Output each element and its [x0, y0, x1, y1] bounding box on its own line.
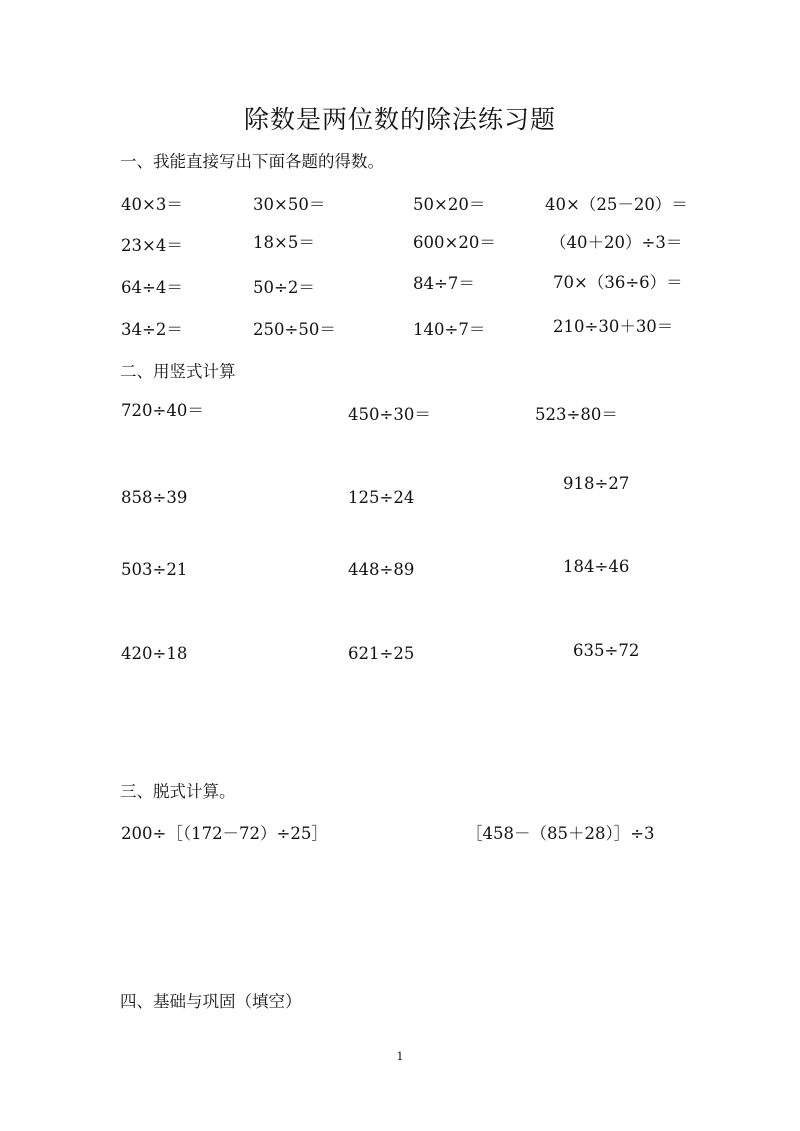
mental-math-item: 84÷7＝	[413, 274, 475, 293]
mental-math-item: 64÷4＝	[121, 278, 183, 297]
mental-math-item: 40×3＝	[121, 195, 183, 214]
long-division-item: 420÷18	[121, 644, 188, 663]
mental-math-item: 600×20＝	[413, 233, 496, 252]
mental-math-item: 70×（36÷6）＝	[553, 273, 683, 292]
mental-math-item: 18×5＝	[253, 233, 315, 252]
mental-math-item: 40×（25－20）＝	[545, 195, 688, 214]
step-calculation-item: ［458－（85＋28）］÷3	[466, 824, 655, 843]
mental-math-item: 34÷2＝	[121, 320, 183, 339]
long-division-item: 184÷46	[563, 557, 630, 576]
long-division-item: 450÷30＝	[348, 405, 431, 424]
long-division-item: 720÷40＝	[121, 401, 204, 420]
long-division-item: 503÷21	[121, 560, 188, 579]
long-division-item: 125÷24	[348, 488, 415, 507]
long-division-item: 635÷72	[573, 641, 640, 660]
section1-heading: 一、我能直接写出下面各题的得数。	[120, 152, 384, 171]
section3-heading: 三、脱式计算。	[120, 782, 236, 801]
mental-math-item: 50×20＝	[413, 195, 486, 214]
long-division-item: 858÷39	[121, 488, 188, 507]
mental-math-item: 23×4＝	[121, 236, 183, 255]
long-division-item: 448÷89	[348, 560, 415, 579]
mental-math-item: 50÷2＝	[253, 278, 315, 297]
section2-heading: 二、用竖式计算	[120, 362, 236, 381]
long-division-item: 621÷25	[348, 644, 415, 663]
long-division-item: 523÷80＝	[535, 405, 618, 424]
mental-math-item: 30×50＝	[253, 195, 326, 214]
mental-math-item: 140÷7＝	[413, 320, 486, 339]
page-title: 除数是两位数的除法练习题	[243, 105, 556, 134]
mental-math-item: 210÷30＋30＝	[553, 317, 674, 336]
mental-math-item: （40＋20）÷3＝	[550, 233, 683, 252]
section4-heading: 四、基础与巩固（填空）	[120, 992, 302, 1011]
mental-math-item: 250÷50＝	[253, 320, 336, 339]
page-number: 1	[396, 1050, 404, 1063]
step-calculation-item: 200÷［（172－72）÷25］	[121, 824, 328, 843]
long-division-item: 918÷27	[563, 474, 630, 493]
